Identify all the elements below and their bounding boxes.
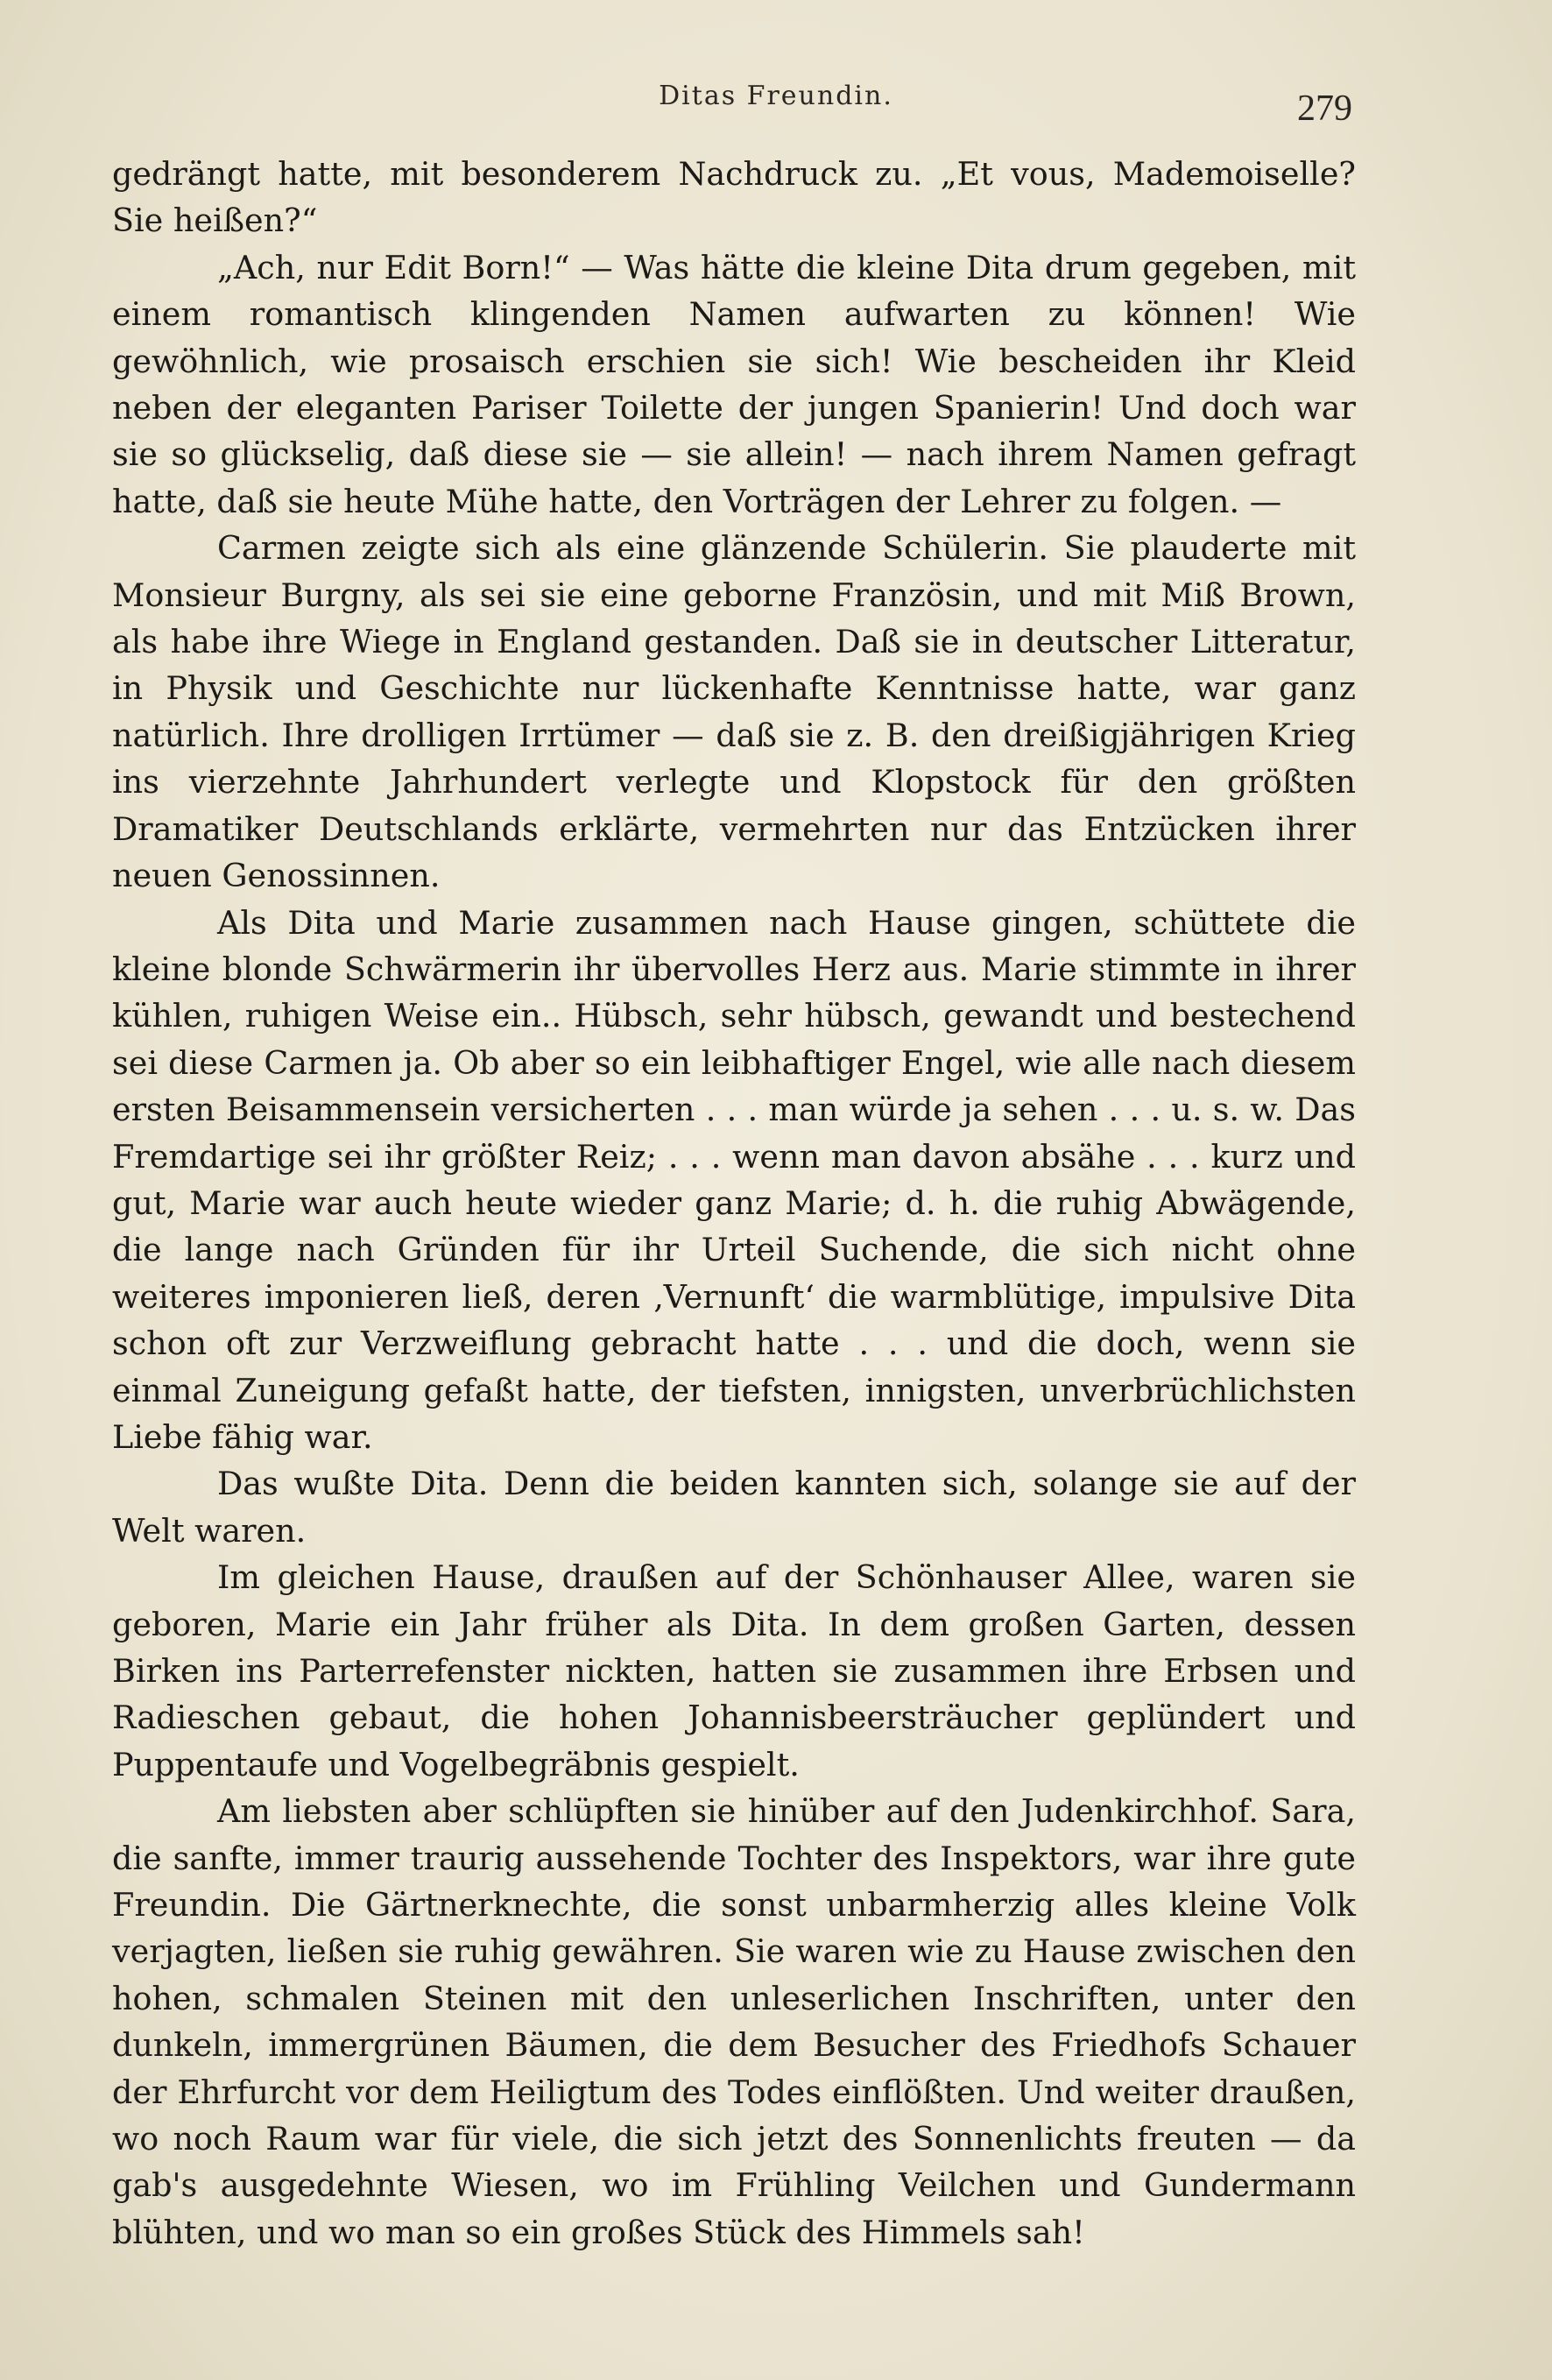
- paragraph: Das wußte Dita. Denn die beiden kannten sich, solange sie auf der Welt waren.: [112, 1465, 1356, 1550]
- paragraph: Carmen zeigte sich als eine glänzende Schülerin. Sie plauderte mit Monsieur Burgny, als sei sie eine geborne Französin, und mit Miß Brown, als habe ihre Wiege in England gestanden. Daß sie in deutscher Litteratur, in Physik und Geschichte nur lückenhafte Kenntnisse hatte, war ganz natürlich. Ihre drolligen Irrtümer — daß sie z. B. den dreißigjährigen Krieg ins vierzehnte Jahrhundert verlegte und Klopstock für den größten Dramatiker Deutschlands erklärte, vermehrten nur das Entzücken ihrer neuen Genossinnen.: [112, 529, 1356, 895]
- paragraph: gedrängt hatte, mit besonderem Nachdruck zu. „Et vous, Mademoiselle? Sie heißen?“: [112, 155, 1356, 240]
- paragraph: Als Dita und Marie zusammen nach Hause gingen, schüttete die kleine blonde Schwärmerin ihr übervolles Herz aus. Marie stimmte in ihrer kühlen, ruhigen Weise ein.. Hübsch, sehr hübsch, gewandt und bestechend sei diese Carmen ja. Ob aber so ein leibhaftiger Engel, wie alle nach diesem ersten Beisammensein versicherten . . . man würde ja sehen . . . u. s. w. Das Fremdartige sei ihr größter Reiz; . . . wenn man davon absähe . . . kurz und gut, Marie war auch heute wieder ganz Marie; d. h. die ruhig Abwägende, die lange nach Gründen für ihr Urteil Suchende, die sich nicht ohne weiteres imponieren ließ, deren ‚Vernunft‘ die warmblütige, impulsive Dita schon oft zur Verzweiflung gebracht hatte . . . und die doch, wenn sie einmal Zuneigung gefaßt hatte, der tiefsten, innigsten, unverbrüchlichsten Liebe fähig war.: [112, 903, 1356, 1456]
- paragraph: „Ach, nur Edit Born!“ — Was hätte die kleine Dita drum gegeben, mit einem romantisch klingenden Namen aufwarten zu können! Wie gewöhnlich, wie prosaisch erschien sie sich! Wie bescheiden ihr Kleid neben der eleganten Pariser Toilette der jungen Spanierin! Und doch war sie so glückselig, daß diese sie — sie allein! — nach ihrem Namen gefragt hatte, daß sie heute Mühe hatte, den Vorträgen der Lehrer zu folgen. —: [112, 248, 1356, 520]
- running-head: Ditas Freundin.: [659, 81, 893, 111]
- body-text: [112, 151, 1356, 2256]
- paragraph: Im gleichen Hause, draußen auf der Schönhauser Allee, waren sie geboren, Marie ein Jahr früher als Dita. In dem großen Garten, dessen Birken ins Parterrefenster nickten, hatten sie zusammen ihre Erbsen und Radieschen gebaut, die hohen Johannisbeersträucher geplündert und Puppentaufe und Vogelbegräbnis gespielt.: [112, 1558, 1356, 1783]
- paragraph: Am liebsten aber schlüpften sie hinüber auf den Judenkirchhof. Sara, die sanfte, immer traurig aussehende Tochter des Inspektors, war ihre gute Freundin. Die Gärtnerknechte, die sonst unbarmherzig alles kleine Volk verjagten, ließen sie ruhig gewähren. Sie waren wie zu Hause zwischen den hohen, schmalen Steinen mit den unleserlichen Inschriften, unter den dunkeln, immergrünen Bäumen, die dem Besucher des Friedhofs Schauer der Ehrfurcht vor dem Heiligtum des Todes einflößten. Und weiter draußen, wo noch Raum war für viele, die sich jetzt des Sonnenlichts freuten — da gab's ausgedehnte Wiesen, wo im Frühling Veilchen und Gundermann blühten, und wo man so ein großes Stück des Himmels sah!: [112, 1792, 1356, 2251]
- page-number: 279: [1297, 88, 1352, 129]
